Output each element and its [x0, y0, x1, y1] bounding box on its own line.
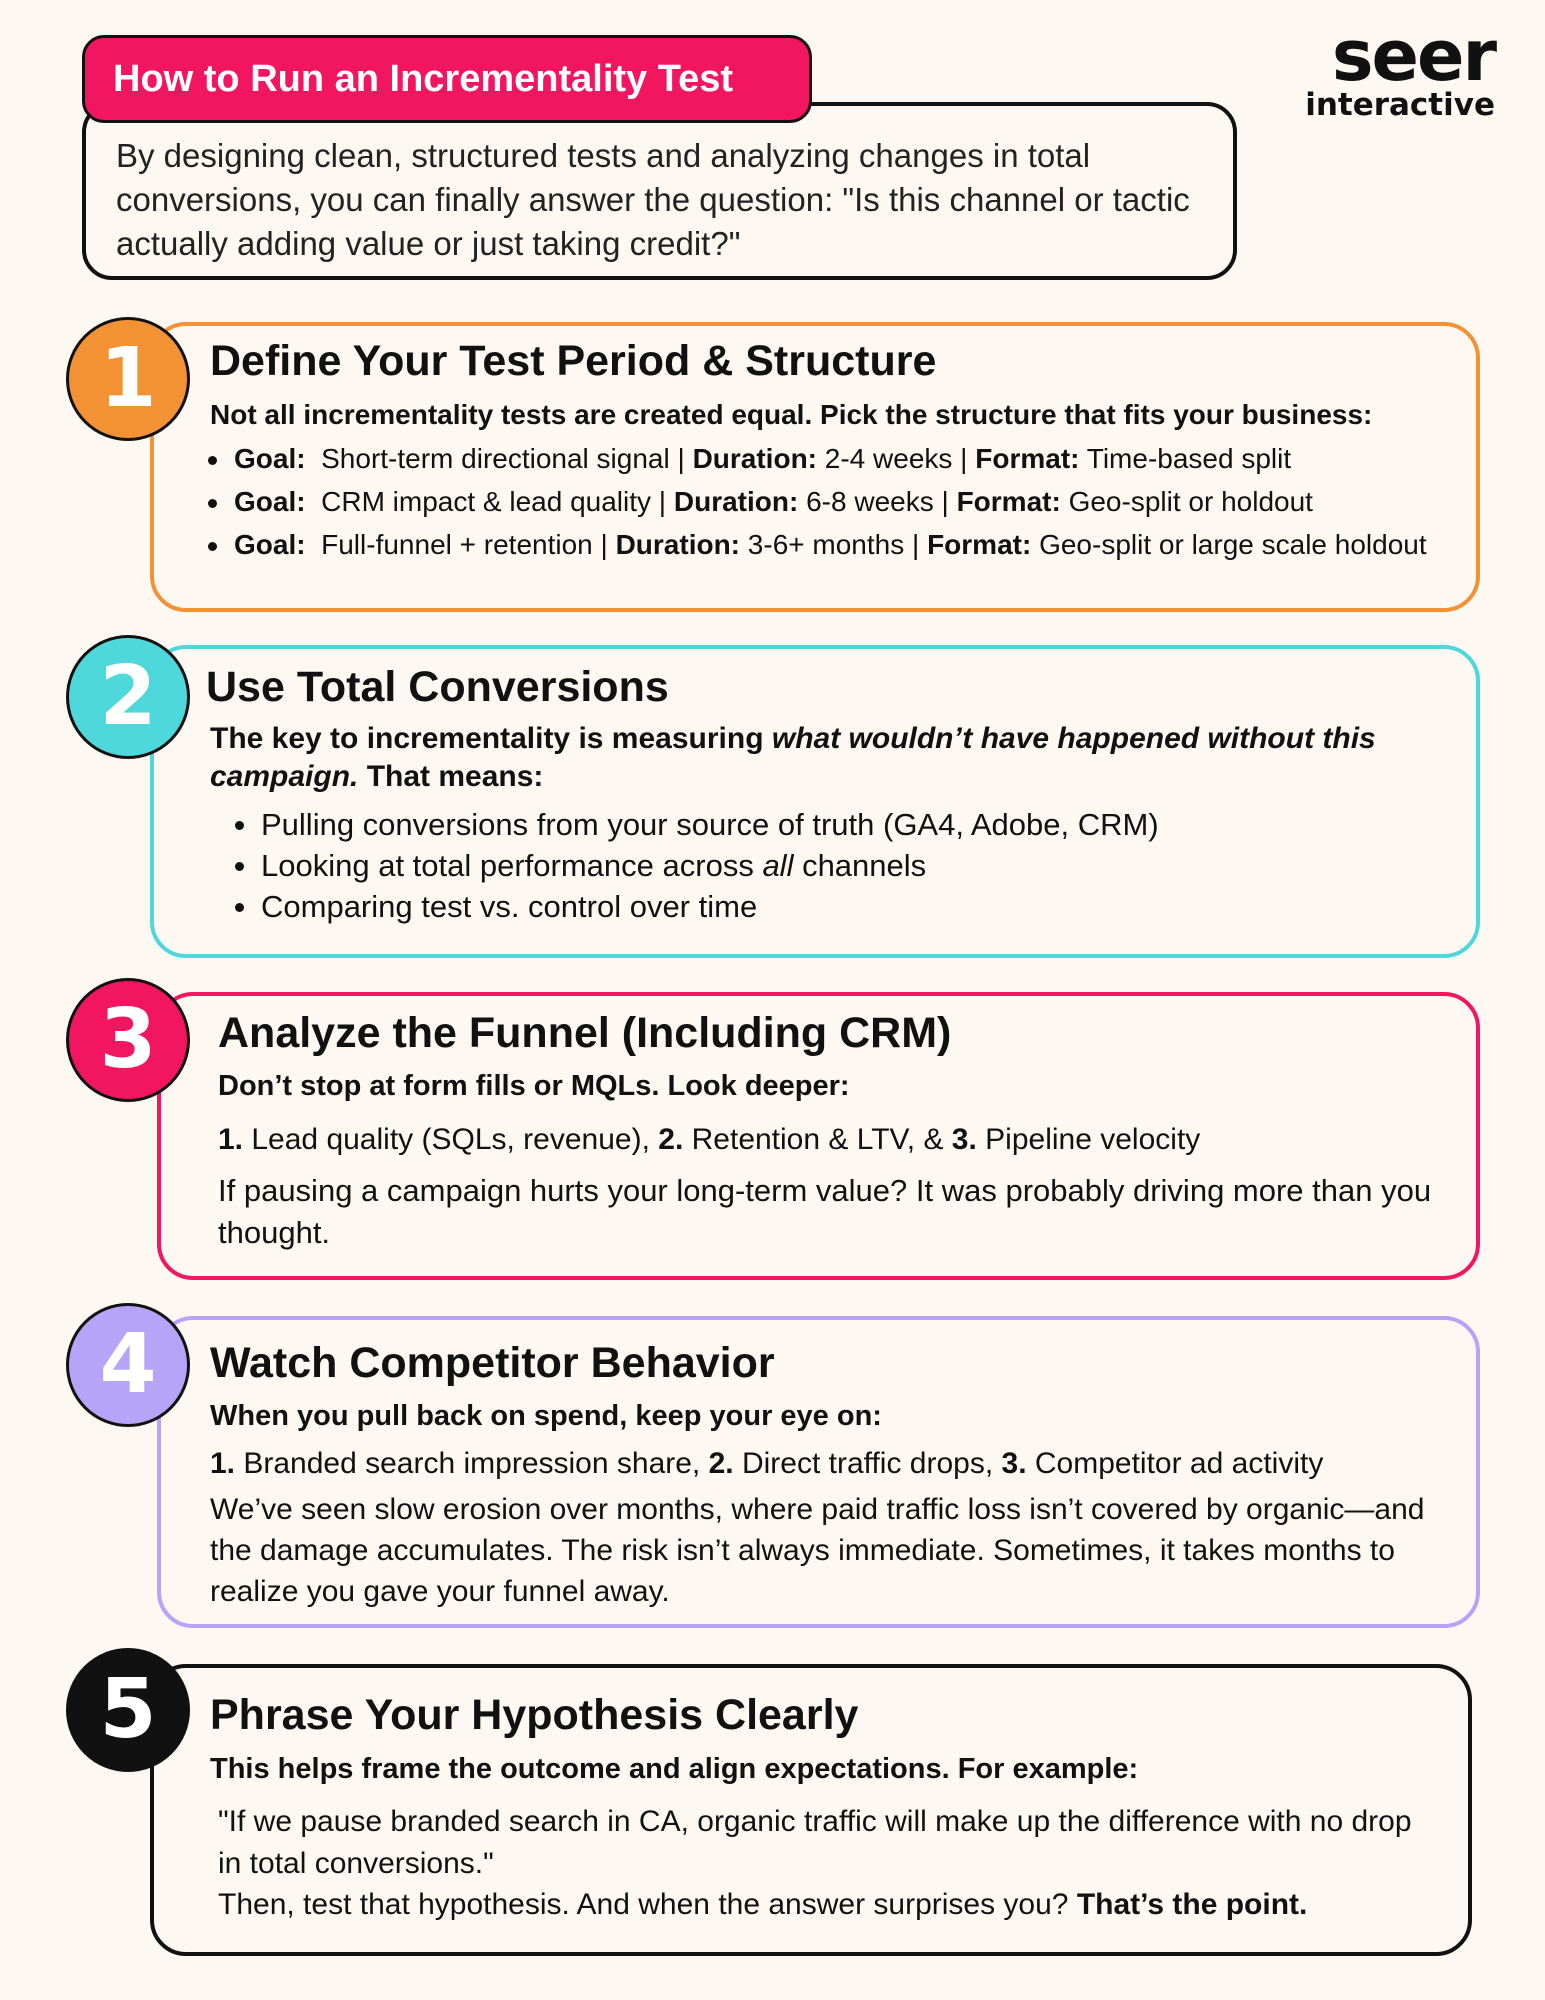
step-4-title: Watch Competitor Behavior — [210, 1339, 775, 1387]
step-3-intro: Don’t stop at form fills or MQLs. Look deeper: — [218, 1070, 850, 1102]
step-5-title: Phrase Your Hypothesis Clearly — [210, 1691, 859, 1739]
step-4-intro: When you pull back on spend, keep your eye on: — [210, 1400, 882, 1432]
step-4-list: 1. Branded search impression share, 2. Direct traffic drops, 3. Competitor ad activity — [210, 1447, 1324, 1480]
step-5-intro: This helps frame the outcome and align expectations. For example: — [210, 1753, 1139, 1785]
step-3-list: 1. Lead quality (SQLs, revenue), 2. Retention & LTV, & 3. Pipeline velocity — [218, 1123, 1201, 1156]
step-2-intro: The key to incrementality is measuring what wouldn’t have happened without this campaign. That means: — [210, 722, 1376, 793]
step-2-title: Use Total Conversions — [206, 663, 669, 711]
step-1-title: Define Your Test Period & Structure — [210, 337, 937, 385]
step-2-list — [261, 804, 1441, 927]
step-1-list — [234, 440, 1464, 569]
step-3-number: 3 — [66, 978, 190, 1102]
step-2-item: Pulling conversions from your source of truth (GA4, Adobe, CRM) — [261, 804, 1441, 845]
step-5-quote: "If we pause branded search in CA, organic traffic will make up the difference with no drop in total conversions." — [218, 1805, 1412, 1880]
step-5-number: 5 — [66, 1648, 190, 1772]
intro-text: By designing clean, structured tests and analyzing changes in total conversions, you can finally answer the question: "Is this channel or tactic actually adding value or just taking credit?" — [82, 102, 1237, 280]
step-5-closing: Then, test that hypothesis. And when the answer surprises you? That’s the point. — [218, 1888, 1308, 1921]
step-4-closing: We’ve seen slow erosion over months, where paid traffic loss isn’t covered by organic—and the damage accumulates. The risk isn’t always immediate. Sometimes, it takes months to realize you gave your funnel away. — [210, 1493, 1425, 1608]
step-1-item: Goal: Full-funnel + retention | Duration: 3-6+ months | Format: Geo-split or large scale holdout — [234, 526, 1464, 564]
step-4-number: 4 — [66, 1303, 190, 1427]
seer-logo — [1305, 15, 1495, 123]
step-1-item: Goal: CRM impact & lead quality | Duration: 6-8 weeks | Format: Geo-split or holdout — [234, 483, 1464, 521]
step-1-item: Goal: Short-term directional signal | Duration: 2-4 weeks | Format: Time-based split — [234, 440, 1464, 478]
step-2-item: Looking at total performance across all channels — [261, 845, 1441, 886]
step-2-item: Comparing test vs. control over time — [261, 886, 1441, 927]
step-3-title: Analyze the Funnel (Including CRM) — [218, 1009, 952, 1057]
step-2-number: 2 — [66, 635, 190, 759]
step-1-number: 1 — [66, 317, 190, 441]
step-3-closing: If pausing a campaign hurts your long-term value? It was probably driving more than you thought. — [218, 1173, 1432, 1250]
logo-wordmark: seer — [1331, 15, 1495, 97]
step-1-intro: Not all incrementality tests are created equal. Pick the structure that fits your business: — [210, 399, 1373, 430]
page-title: How to Run an Incrementality Test — [82, 35, 812, 123]
logo-subtitle: interactive — [1305, 87, 1495, 123]
